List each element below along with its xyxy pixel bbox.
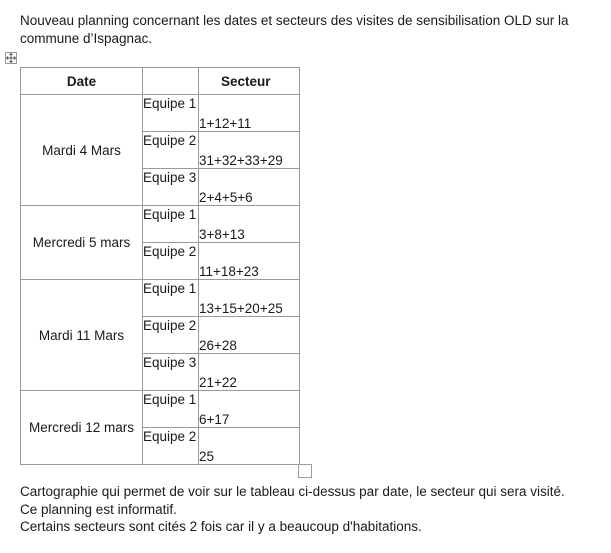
team-cell[interactable]: Equipe 1 bbox=[143, 280, 199, 317]
team-cell[interactable]: Equipe 3 bbox=[143, 354, 199, 391]
footer-line: Cartographie qui permet de voir sur le tableau ci-dessus par date, le secteur qui sera visité. bbox=[20, 484, 565, 499]
sector-cell[interactable]: 1+12+11 bbox=[199, 95, 300, 132]
date-cell[interactable]: Mercredi 5 mars bbox=[21, 206, 143, 280]
sector-cell[interactable]: 3+8+13 bbox=[199, 206, 300, 243]
sector-cell[interactable]: 26+28 bbox=[199, 317, 300, 354]
footer-line: Ce planning est informatif. bbox=[20, 501, 177, 517]
team-cell[interactable]: Equipe 2 bbox=[143, 243, 199, 280]
header-sector[interactable]: Secteur bbox=[199, 68, 300, 95]
table-row bbox=[21, 391, 300, 428]
table-row bbox=[21, 95, 300, 132]
sector-cell[interactable]: 21+22 bbox=[199, 354, 300, 391]
header-date[interactable]: Date bbox=[21, 68, 143, 95]
table-body bbox=[21, 95, 300, 465]
sector-cell[interactable]: 6+17 bbox=[199, 391, 300, 428]
team-cell[interactable]: Equipe 2 bbox=[143, 132, 199, 169]
team-cell[interactable]: Equipe 3 bbox=[143, 169, 199, 206]
sector-cell[interactable]: 13+15+20+25 bbox=[199, 280, 300, 317]
sector-cell[interactable]: 11+18+23 bbox=[199, 243, 300, 280]
planning-table bbox=[20, 67, 300, 465]
date-cell[interactable]: Mercredi 12 mars bbox=[21, 391, 143, 465]
team-cell[interactable]: Equipe 1 bbox=[143, 206, 199, 243]
date-cell[interactable]: Mardi 4 Mars bbox=[21, 95, 143, 206]
table-move-icon[interactable] bbox=[5, 52, 17, 64]
team-cell[interactable]: Equipe 2 bbox=[143, 428, 199, 465]
team-cell[interactable]: Equipe 1 bbox=[143, 95, 199, 132]
header-team[interactable] bbox=[143, 68, 199, 95]
sector-cell[interactable]: 31+32+33+29 bbox=[199, 132, 300, 169]
sector-cell[interactable]: 25 bbox=[199, 428, 300, 465]
table-row bbox=[21, 206, 300, 243]
table-resize-icon[interactable] bbox=[298, 464, 312, 478]
table-row bbox=[21, 280, 300, 317]
sector-cell[interactable]: 2+4+5+6 bbox=[199, 169, 300, 206]
footer-line: Certains secteurs sont cités 2 fois car il y a beaucoup d'habitations. bbox=[20, 519, 422, 534]
footer-text bbox=[20, 483, 610, 536]
team-cell[interactable]: Equipe 2 bbox=[143, 317, 199, 354]
table-header-row bbox=[21, 68, 300, 95]
intro-paragraph: Nouveau planning concernant les dates et secteurs des visites de sensibilisation OLD sur la commune d’Ispagnac. bbox=[20, 13, 569, 46]
team-cell[interactable]: Equipe 1 bbox=[143, 391, 199, 428]
date-cell[interactable]: Mardi 11 Mars bbox=[21, 280, 143, 391]
